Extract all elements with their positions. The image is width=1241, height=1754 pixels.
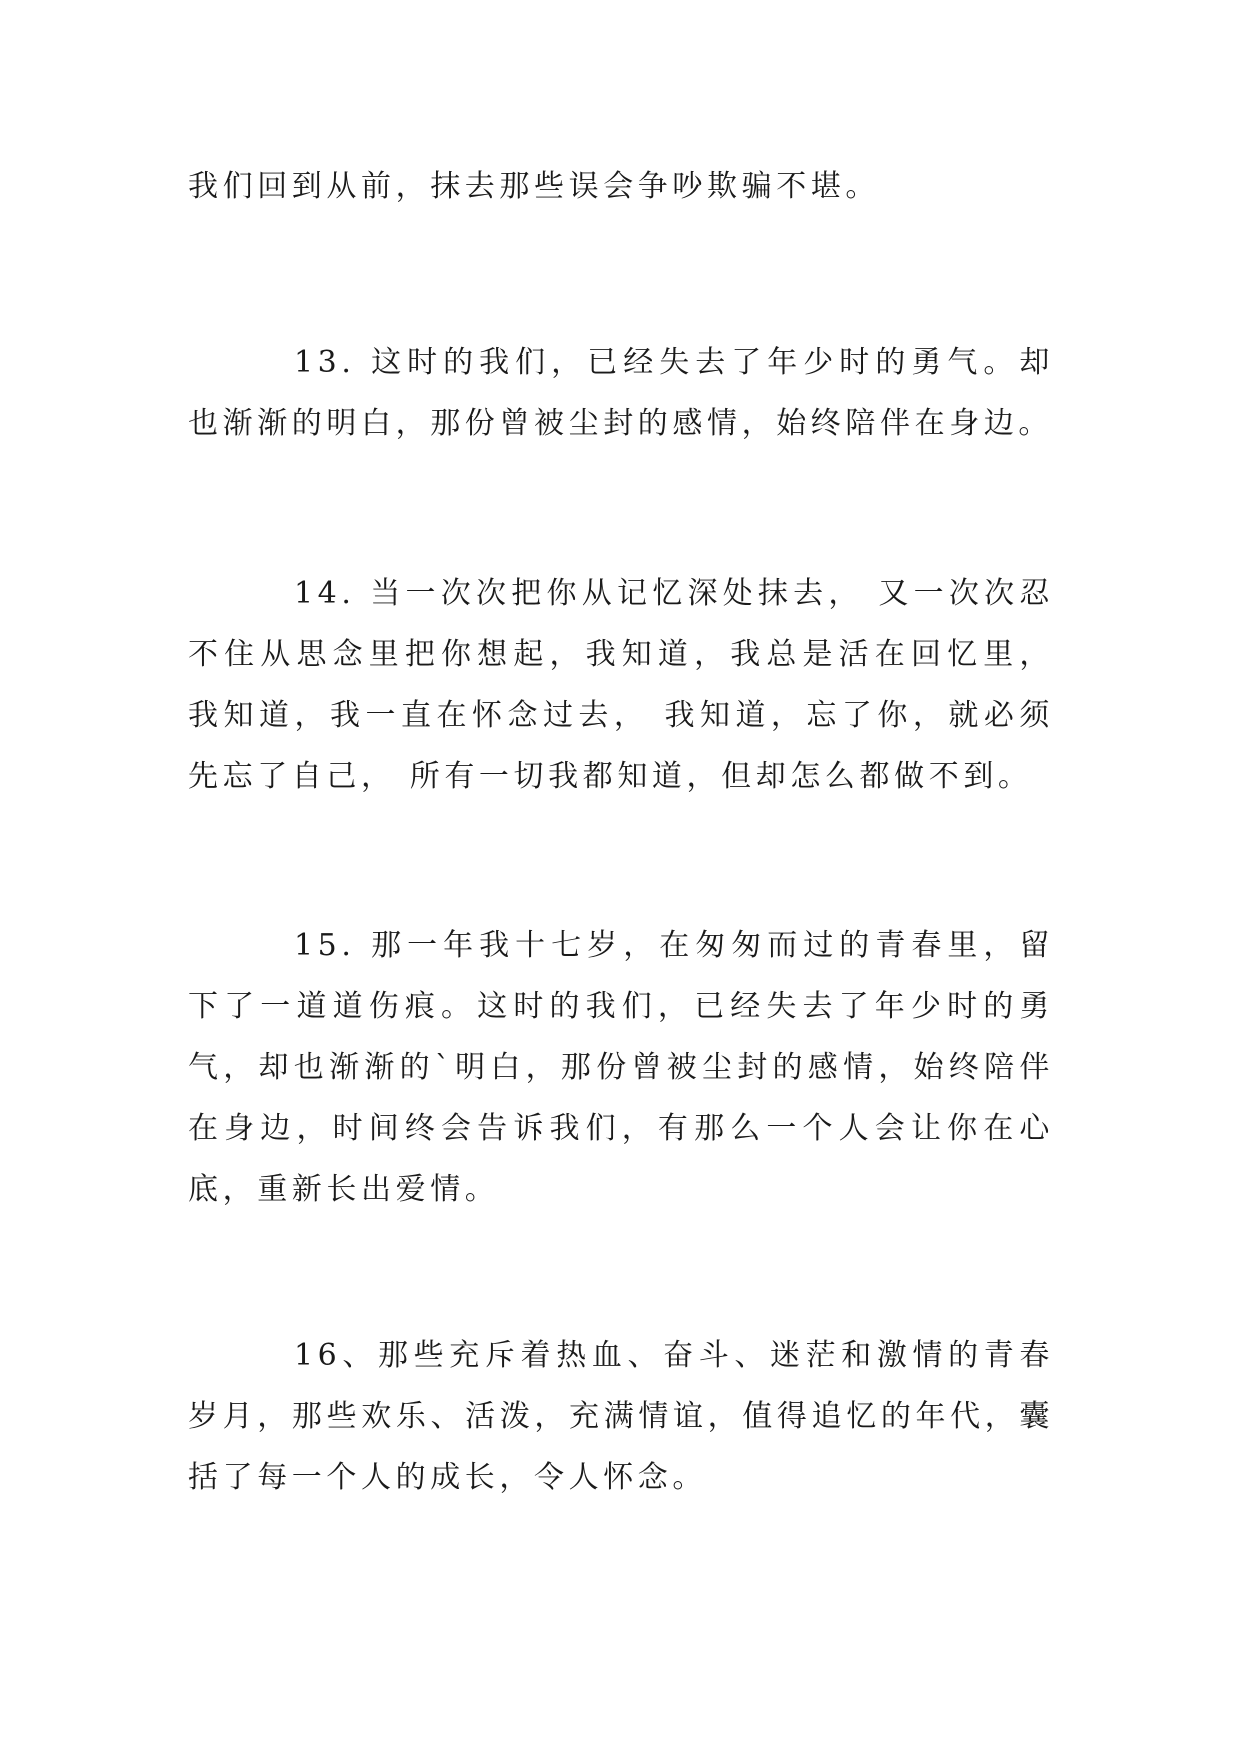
- paragraph-13: 13. 这时的我们，已经失去了年少时的勇气。却也渐渐的明白，那份曾被尘封的感情，始终陪伴在身边。: [188, 345, 1054, 441]
- paragraph-continuation: 我们回到从前，抹去那些误会争吵欺骗不堪。: [188, 169, 880, 204]
- paragraph-16: 16、那些充斥着热血、奋斗、迷茫和激情的青春岁月，那些欢乐、活泼，充满情谊，值得追忆的年代，囊括了每一个人的成长，令人怀念。: [188, 1338, 1054, 1495]
- paragraph-14: 14. 当一次次把你从记忆深处抹去， 又一次次忍不住从思念里把你想起，我知道，我总是活在回忆里， 我知道，我一直在怀念过去， 我知道，忘了你，就必须先忘了自己， 所有一切我都知道，但却怎么都做不到。: [188, 576, 1069, 794]
- paragraph-15: 15. 那一年我十七岁，在匆匆而过的青春里，留下了一道道伤痕。这时的我们，已经失去了年少时的勇气，却也渐渐的`明白，那份曾被尘封的感情，始终陪伴在身边，时间终会告诉我们，有那么一个人会让你在心底，重新长出爱情。: [188, 928, 1054, 1207]
